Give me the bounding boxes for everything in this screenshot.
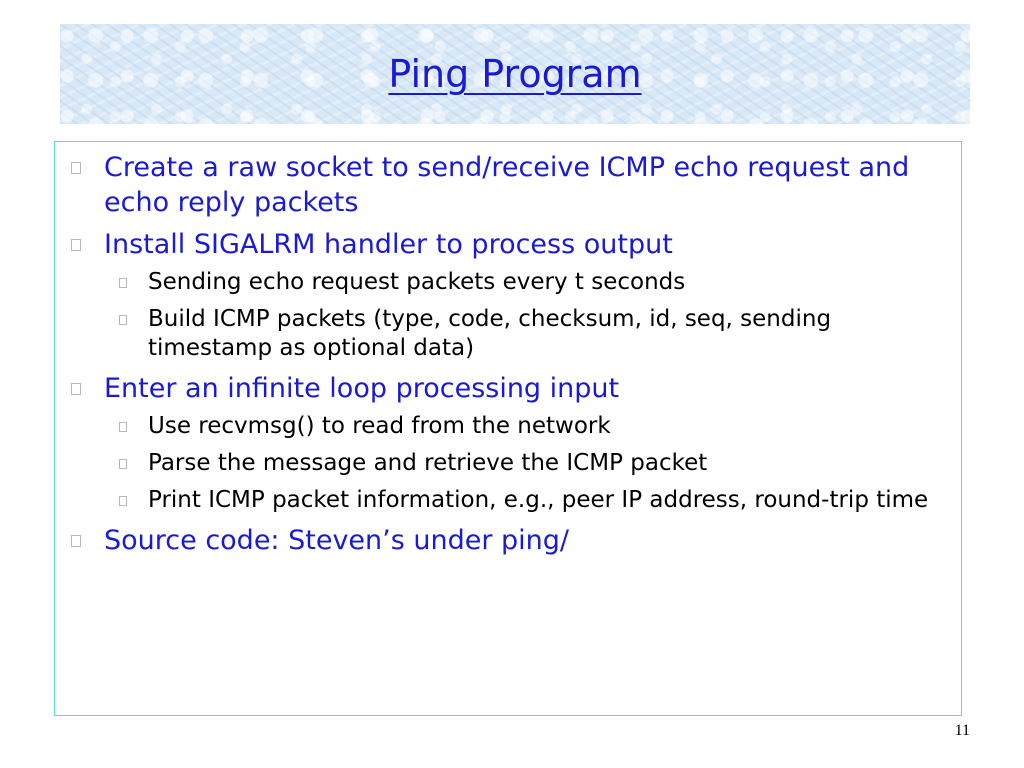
bullet-text: Source code: Steven’s under ping/ (104, 525, 570, 556)
sub-bullet-list (104, 412, 941, 515)
bullet-item (55, 371, 961, 515)
bullet-item (55, 523, 961, 558)
sub-bullet-marker-icon (119, 422, 127, 432)
bullet-marker-icon (71, 383, 81, 395)
sub-bullet-marker-icon (119, 278, 127, 288)
bullet-marker-icon (71, 535, 81, 547)
bullet-list (55, 150, 961, 565)
slide-title: Ping Program (388, 52, 642, 96)
bullet-marker-icon (71, 162, 81, 174)
sub-bullet-text: Build ICMP packets (type, code, checksum, id, seq, sending timestamp as optional data) (148, 306, 832, 361)
sub-bullet-marker-icon (119, 496, 127, 506)
sub-bullet-item (103, 412, 941, 441)
sub-bullet-text: Use recvmsg() to read from the network (148, 413, 611, 439)
title-band (60, 24, 970, 124)
sub-bullet-text: Sending echo request packets every t seconds (148, 269, 686, 295)
sub-bullet-list (104, 268, 941, 363)
bullet-text: Enter an infinite loop processing input (104, 373, 620, 404)
sub-bullet-item (103, 486, 941, 515)
bullet-item (55, 227, 961, 363)
bullet-text: Install SIGALRM handler to process output (104, 229, 673, 260)
bullet-item (55, 150, 961, 220)
content-box (54, 141, 962, 716)
page-number: 11 (954, 722, 970, 739)
sub-bullet-item (103, 305, 941, 363)
sub-bullet-marker-icon (119, 315, 127, 325)
sub-bullet-item (103, 268, 941, 297)
sub-bullet-text: Parse the message and retrieve the ICMP packet (148, 450, 708, 476)
sub-bullet-item (103, 449, 941, 478)
sub-bullet-text: Print ICMP packet information, e.g., peer IP address, round-trip time (148, 487, 929, 513)
bullet-marker-icon (71, 239, 81, 251)
sub-bullet-marker-icon (119, 459, 127, 469)
bullet-text: Create a raw socket to send/receive ICMP echo request and echo reply packets (104, 152, 910, 218)
